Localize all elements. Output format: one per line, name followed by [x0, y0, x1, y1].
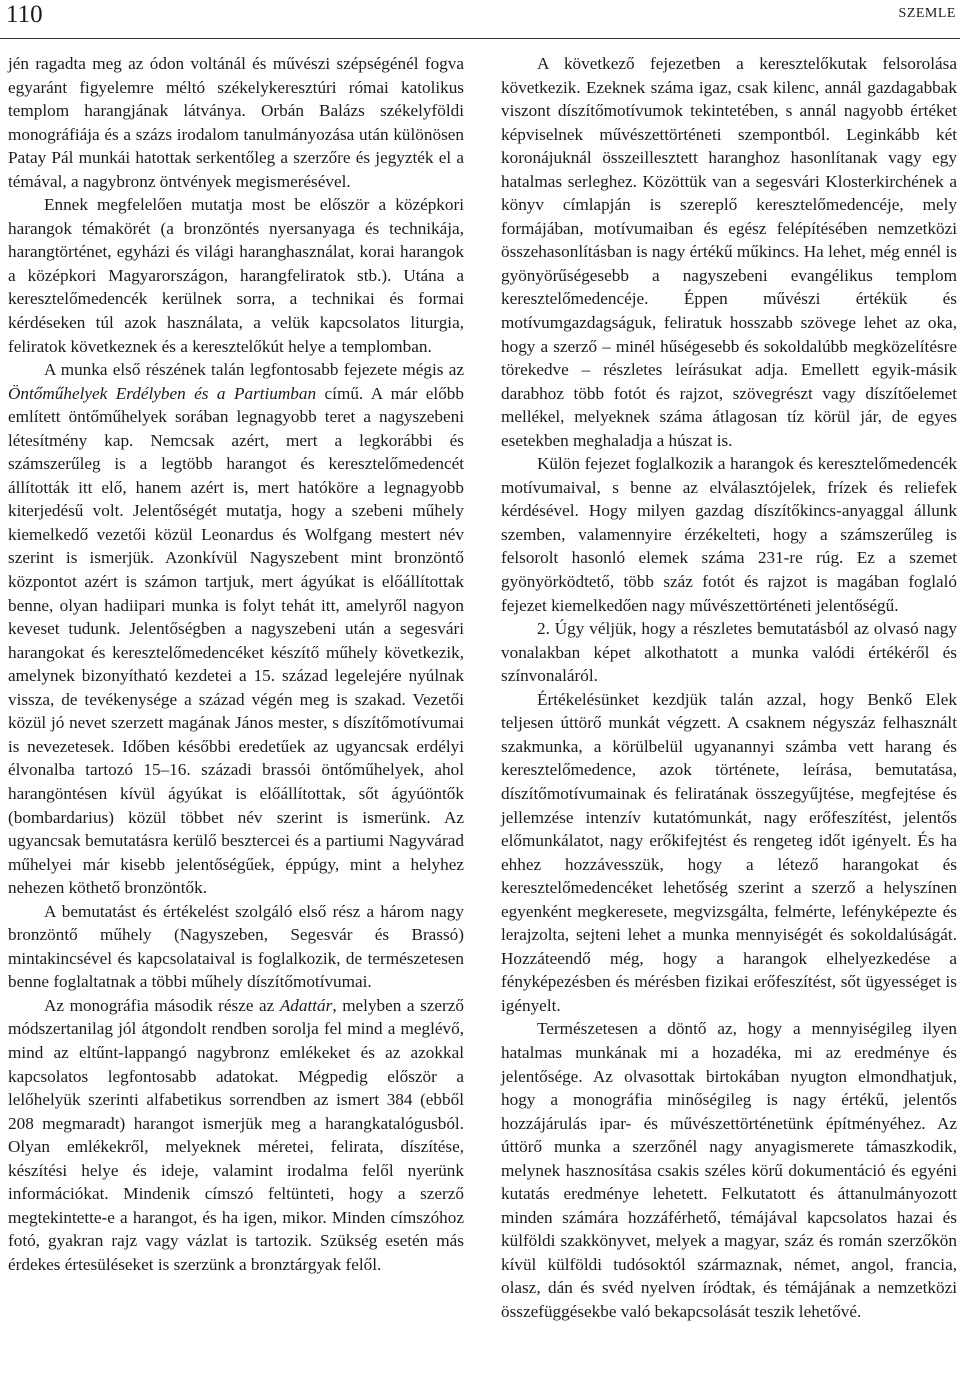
paragraph: A bemutatást és értékelést szolgáló első rész a három nagy bronzöntő műhely (Nagyszeben, Segesvár és Brassó) mintakincsével és kapcsolataival is foglalkozik, de természetesen benne foglaltatnak a többi műhely díszítőmotívumai.: [8, 901, 464, 992]
paragraph: A következő fejezetben a keresztelőkutak felsorolása következik. Ezeknek száma igaz, csak kilenc, annál gazdagabbak viszont díszítőmotívumok tekintetében, s annál nagyobb értéket képviselnek művészettörténeti szempontból. Leginkább két koronájuknál összeillesztett haranghoz hasonlítanak vagy egy hatalmas serleghez. Közöttük van a segesvári Klosterkirchének a könyv címlapján is szereplő keresztelőmedencéje, mely formájában, motívumaiban és egész felépítésében nemzetközi összehasonlításban is nagy értékű műkincs. Ha lehet, még ennél is gyönyörűségesebb a nagyszebeni evangélikus templom keresztelőmedencéje. Éppen művészi értékük és motívumgazdagságuk, feliratuk hosszabb szövege lehet az oka, hogy a szerző – minél hűségesebb és sokoldalúbb megközelítésre törekedve – részletes leírásukat adja. Emellett egyik-másik darabhoz több fotót és rajzot, szövegrészt vagy díszítőelemet mellékel, melyeknek száma átlagosan tíz körül jár, de egyes esetekben meghaladja a húszat is.: [501, 54, 957, 450]
left-column: [8, 52, 464, 1276]
page-number: 110: [6, 1, 43, 28]
header-rule: [0, 38, 960, 39]
text-run: című. A már előbb említett öntőműhelyek sorában legnagyobb teret a nagyszebeni létesítmény kap. Nemcsak azért, mert a legkorábbi és számszerűleg is a legtöbb harangot és keresztelőmedencét állították itt elő, hanem azért is, mert hatóköre a legnagyobb kiterjedésű volt. Jelentőségét mutatja, hogy a szebeni műhely kiemelkedő vezetői közül Leonardus és Wolfgang mestert név szerint is ismerjük. Azonkívül Nagyszebent mint bronzöntő központot azért is számon tartjuk, mert ágyúkat is előállítottak benne, olyan hadiipari munka is folyt tehát itt, amelyről nagyon keveset tudunk. Jelentőségben a nagyszebeni után a segesvári harangokat és keresztelőmedencéket készítő műhely következik, amelynek bizonyítható kezdetei a 15. század legelejére nyúlnak vissza, de tevékenysége a század végén meg is szakad. Vezetői közül jó nevet szerzett magának János mester, s díszítőmotívumai is nevezetesek. Időben későbbi eredetűek az ugyancsak erdélyi élvonalba tartozó 15–16. századi brassói öntőműhelyek, ahol harangöntésen kívül ágyúkat is előállítottak, sőt ágyúöntők (bombardarius) közül többet név szerint is ismerünk. Az ugyancsak bemutatásra kerülő besztercei és a partiumi Nagyvárad műhelyei már kisebb jelentőségűek, éppúgy, mint a helyhez nehezen köthető bronzöntők.: [8, 383, 464, 898]
paragraph: 2. Úgy véljük, hogy a részletes bemutatásból az olvasó nagy vonalakban képet alkothatott a munka valódi értékéről és színvonaláról.: [501, 619, 957, 686]
right-column: [501, 52, 957, 1324]
paragraph: [8, 994, 464, 1277]
text-run: Az monográfia második része az: [44, 995, 280, 1015]
paragraph: Természetesen a döntő az, hogy a mennyiségileg ilyen hatalmas munkának mi a hozadéka, mi az eredménye és jelentősége. Az olvasottak birtokában nyugton elmondhatjuk, hogy a monográfia minőségileg is nagy értékű, jelentős hozzájárulás ipar- és művészettörténetünk építményéhez. Az úttörő munka a szerzőnél nagy anyagismerete támaszkodik, melynek hasznosítása csakis széles körű dokumentáció és egyéni kutatás eredménye lehetett. Felkutatott és áttanulmányozott minden számára hozzáférhető, témájával kapcsolatos hazai és külföldi szakkönyvet, melyek a magyar, száz és román szerzőkön kívül külföldi tudósoktól származnak, német, angol, francia, olasz, dán és svéd nyelven íródtak, és témájának a nemzetközi összefüggésekbe való bekapcsolását teszik lehetővé.: [501, 1019, 957, 1321]
paragraph: Külön fejezet foglalkozik a harangok és keresztelőmedencék motívumaival, s benne az elválasztójelek, frízek és reliefek kérdésével. Hogy milyen gazdag díszítőkincs-anyaggal állunk szemben, valamennyire érzékelteti, hogy a számszerűleg is felsorolt hasonló elemek száma 231-re rúg. Ez a szemet gyönyörködtető, több száz fotót és rajzot is magában foglaló fejezet kiemelkedően nagy művészettörténeti jelentőségű.: [501, 454, 957, 615]
text-run: A munka első részének talán legfontosabb fejezete mégis az: [44, 360, 464, 380]
text-run: , melyben a szerző módszertanilag jól átgondolt rendben sorolja fel mind a meglévő, mind az eltűnt-lappangó nagybronz emlékeket és az azokkal kapcsolatos legfontosabb adatokat. Mégpedig először a lelőhelyük szerinti alfabetikus sorrendben az ismert 384 (ebből 208 megmaradt) harangot ismerjük meg a harangkatalógusból. Olyan emlékekről, melyeknek méretei, felirata, díszítése, készítési helye és ideje, valamint irodalma felől nyerünk információkat. Mindenik címszó feltünteti, hogy a szerző megtekintette-e a harangot, és ha igen, mikor. Minden címszóhoz fotó, gyakran rajz vagy vázlat is tartozik. Szükség esetén más érdekes értesüléseket is szerzünk a bronztárgyak felől.: [8, 995, 464, 1274]
paragraph: Ennek megfelelően mutatja most be először a középkori harangok témakörét (a bronzöntés nyersanyaga és technikája, harangtörténet, egyházi és világi haranghasználat, korai harangok a középkori Magyarországon, harangfeliratok stb.). Utána a keresztelőmedencék kerülnek sorra, a technikai és formai kérdéseken túl azok használata, a velük kapcsolatos liturgia, feliratok következnek és a keresztelőkút helye a templomban.: [8, 195, 464, 356]
italic-title: Öntőműhelyek Erdélyben és a Partiumban: [8, 383, 317, 403]
italic-title: Adattár: [279, 995, 333, 1015]
paragraph: [8, 358, 464, 900]
running-head: SZEMLE: [898, 6, 956, 21]
paragraph: jén ragadta meg az ódon voltánál és művészi szépségénél fogva egyaránt figyelemre méltó székelykeresztúri római katolikus templom harangjának látványa. Orbán Balázs székelyföldi monográfiája és a százs irodalom tanulmányozása után különösen Patay Pál munkái hatottak serkentőleg a szerzőre és jegyzték el a témával, a nagybronz öntvények megismerésével.: [8, 54, 464, 191]
paragraph: Értékelésünket kezdjük talán azzal, hogy Benkő Elek teljesen úttörő munkát végzett. A csaknem négyszáz felhasznált szakmunka, a körülbelül ugyanannyi számba vett harang és keresztelőmedence, azok története, leírása, bemutatása, díszítőmotívumainak és feliratának összegyűjtése, megfejtése és jellemzése intenzív kutatómunkát, nagy erőfeszítést, jelentős előmunkálatot, nagy erőkifejtést és rengeteg időt igényelt. És ha ehhez hozzávesszük, hogy a létező harangokat és keresztelőmedencéket lehetőség szerint a szerző a helyszínen egyenként megkeresete, megvizsgálta, felmérte, lefényképezte és lerajzolta, sejteni lehet a munka mennyiségét és sokoldalúságát. Hozzáteendő még, hogy a harangok elhelyezkedése a fényképezésben és mérésben fizikai erőfeszítést, sőt ügyességet is igényelt.: [501, 689, 957, 1015]
